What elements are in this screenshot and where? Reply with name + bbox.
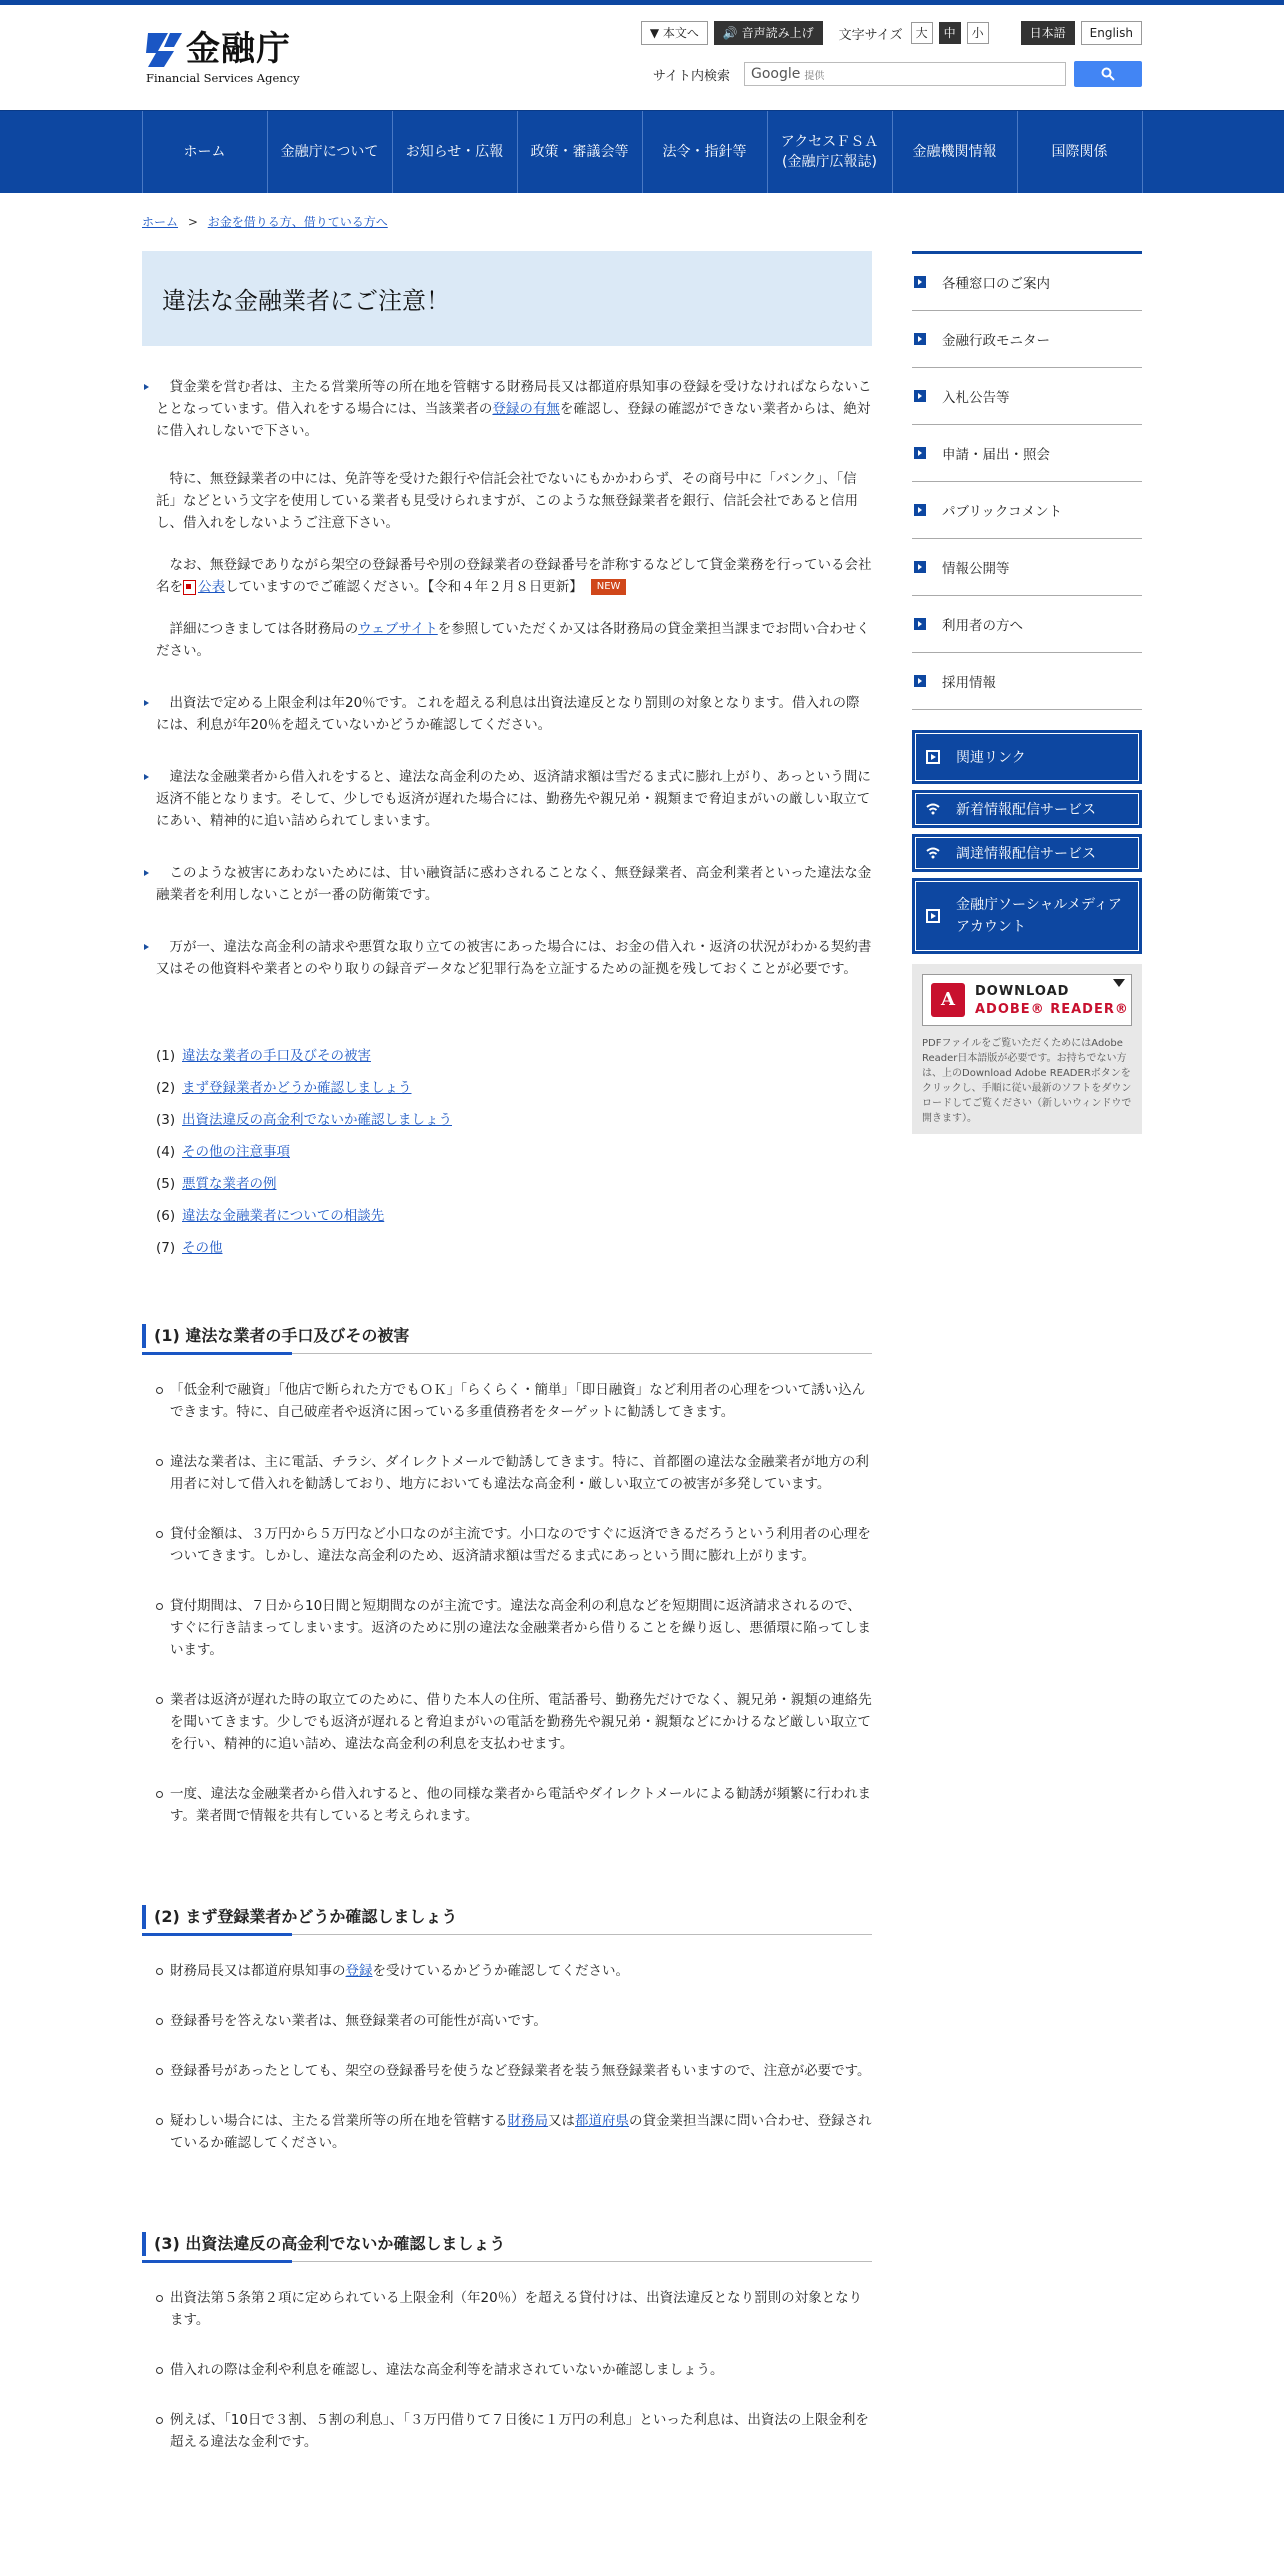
logo-subtitle: Financial Services Agency (146, 71, 300, 85)
site-search (653, 61, 1142, 87)
published-list-link[interactable]: 公表 (198, 579, 225, 595)
list-item: 登録番号があったとしても、架空の登録番号を使うなど登録業者を装う無登録業者もいますので、注意が必要です。 (142, 2060, 872, 2082)
arrow-right-icon (914, 390, 926, 402)
toc-item: (1) 違法な業者の手口及びその被害 (156, 1048, 371, 1064)
nav-access-fsa[interactable]: アクセスＦＳＡ (金融庁広報誌) (768, 111, 893, 193)
list-item: 例えば、「10日で３割、５割の利息」、「３万円借りて７日後に１万円の利息」といった利息は、出資法の上限金利を超える違法な金利です。 (142, 2409, 872, 2453)
font-size-small-button[interactable]: 小 (967, 22, 989, 44)
toc-link-4[interactable]: その他の注意事項 (182, 1144, 290, 1160)
list-item: 財務局長又は都道府県知事の登録を受けているかどうか確認してください。 (142, 1960, 872, 1982)
breadcrumb-current-link[interactable]: お金を借りる方、借りている方へ (207, 215, 388, 229)
google-brand: Google (751, 66, 801, 82)
sidebar-item-public-comment[interactable]: パブリックコメント (912, 482, 1142, 539)
nav-international[interactable]: 国際関係 (1018, 111, 1143, 193)
utility-bar (641, 21, 1142, 45)
section-heading-2: (2) まず登録業者かどうか確認しましょう (142, 1905, 872, 1929)
list-item: 出資法第５条第２項に定められている上限金利（年20％）を超える貸付けは、出資法違反となり罰則の対象となります。 (142, 2287, 872, 2331)
arrow-right-icon (914, 618, 926, 630)
list-item: 一度、違法な金融業者から借入れすると、他の同様な業者から電話やダイレクトメールによる勧誘が頻繁に行われます。業者間で情報を共有していると考えられます。 (142, 1783, 872, 1827)
search-icon (1101, 67, 1115, 81)
site-header (142, 5, 1142, 110)
arrow-right-icon (914, 333, 926, 345)
speaker-icon: 🔊 (722, 26, 742, 40)
intro-paragraph-2: 特に、無登録業者の中には、免許等を受けた銀行や信託会社でないにもかかわらず、その商号中に「バンク」、「信託」などという文字を使用している業者も見受けられますが、このような無登録業者を銀行、信託会社であると信用し、借入れをしないようご注意下さい。 (156, 471, 858, 531)
nav-news[interactable]: お知らせ・広報 (393, 111, 518, 193)
list-item: 違法な業者は、主に電話、チラシ、ダイレクトメールで勧誘してきます。特に、首都圏の違法な金融業者が地方の利用者に対して借入れを勧誘しており、地方においても違法な高金利・厳しい取立ての被害が多発しています。 (142, 1451, 872, 1495)
search-input[interactable] (744, 62, 1066, 86)
sidebar-item-recruit[interactable]: 採用情報 (912, 653, 1142, 710)
toc-item: (5) 悪質な業者の例 (156, 1176, 277, 1192)
intro-bullet-4: このような被害にあわないためには、甘い融資話に惑わされることなく、無登録業者、高金利業者といった違法な金融業者を利用しないことが一番の防衛策です。 (142, 862, 872, 906)
list-item: 貸付金額は、３万円から５万円など小口なのが主流です。小口なのですぐに返済できるだろうという利用者の心理をついてきます。しかし、違法な高金利のため、返済請求額は雪だるま式にあっという間に膨れ上がります。 (142, 1523, 872, 1567)
font-size-large-button[interactable]: 大 (911, 22, 933, 44)
arrow-box-icon (926, 750, 940, 764)
adobe-logo-icon (931, 983, 965, 1017)
prefecture-link[interactable]: 都道府県 (575, 2113, 629, 2129)
arrow-right-icon (914, 447, 926, 459)
toc-item: (2) まず登録業者かどうか確認しましょう (156, 1080, 412, 1096)
toc-link-2[interactable]: まず登録業者かどうか確認しましょう (182, 1080, 412, 1096)
download-arrow-icon (1113, 979, 1125, 987)
toc-link-1[interactable]: 違法な業者の手口及びその被害 (182, 1048, 371, 1064)
pdf-icon (183, 580, 196, 595)
section-underline (142, 1933, 292, 1936)
voice-read-button[interactable]: 🔊 音声読み上げ (714, 21, 823, 45)
arrow-right-icon (914, 675, 926, 687)
lang-en-button[interactable]: English (1081, 21, 1142, 45)
sidebar-item-monitor[interactable]: 金融行政モニター (912, 311, 1142, 368)
toc-link-6[interactable]: 違法な金融業者についての相談先 (182, 1208, 385, 1224)
news-feed-button[interactable]: 新着情報配信サービス (912, 790, 1142, 828)
adobe-reader-box (912, 964, 1142, 1134)
adobe-reader-download-button[interactable]: A DOWNLOAD ADOBE® READER® (922, 974, 1132, 1026)
intro-bullet-3: 違法な金融業者から借入れをすると、違法な高金利のため、返済請求額は雪だるま式に膨れ上がり、あっという間に返済不能となります。そして、少しでも返済が遅れた場合には、勤務先や親兄弟・親類まで脅迫まがいの厳しい取立てにあい、精神的に追い詰められてしまいます。 (142, 766, 872, 832)
toc-link-3[interactable]: 出資法違反の高金利でないか確認しましょう (182, 1112, 452, 1128)
related-links-button[interactable]: 関連リンク (912, 730, 1142, 784)
sidebar-item-bids[interactable]: 入札公告等 (912, 368, 1142, 425)
logo-text: 金融庁 (186, 29, 291, 69)
list-item: 業者は返済が遅れた時の取立てのために、借りた本人の住所、電話番号、勤務先だけでなく、親兄弟・親類の連絡先を聞いてきます。少しでも返済が遅れると脅迫まがいの電話を勤務先や親兄弟・親類などにかけるなど厳しい取立てを行い、精神的に追い詰め、違法な高金利の利息を支払わせます。 (142, 1689, 872, 1755)
section-heading-3: (3) 出資法違反の高金利でないか確認しましょう (142, 2232, 872, 2256)
intro-paragraph-3: なお、無登録でありながら架空の登録番号や別の登録業者の登録番号を詐称するなどして貸金業務を行っている会社名を 公表していますのでご確認ください。【令和４年２月８日更新】 NEW (156, 557, 872, 595)
toc-item: (6) 違法な金融業者についての相談先 (156, 1208, 385, 1224)
breadcrumb: ホーム > お金を借りる方、借りている方へ (142, 215, 388, 229)
toc-item: (7) その他 (156, 1240, 223, 1256)
intro-bullet-2: 出資法で定める上限金利は年20％です。これを超える利息は出資法違反となり罰則の対象となります。借入れの際には、利息が年20％を超えていないかどうか確認してください。 (142, 692, 872, 736)
search-label: サイト内検索 (652, 68, 730, 84)
nav-policy[interactable]: 政策・審議会等 (518, 111, 643, 193)
google-provided-label: 提供 (804, 70, 825, 82)
skip-to-content-button[interactable]: ▼ 本文へ (641, 21, 708, 45)
intro-bullet-1: 貸金業を営む者は、主たる営業所等の所在地を管轄する財務局長又は都道府県知事の登録を受けなければならないこととなっています。借入れをする場合には、当該業者の登録の有無を確認し、登録の確認ができない業者からは、絶対に借入れしないで下さい。 (142, 376, 872, 442)
toc-item: (3) 出資法違反の高金利でないか確認しましょう (156, 1112, 452, 1128)
font-size-label: 文字サイズ (838, 27, 903, 43)
list-item: 登録番号を答えない業者は、無登録業者の可能性が高いです。 (142, 2010, 872, 2032)
caret-down-icon: ▼ (649, 26, 663, 40)
list-item: 貸付期間は、７日から10日間と短期間なのが主流です。違法な高金利の利息などを短期間に返済請求されるので、すぐに行き詰まってしまいます。返済のために別の違法な金融業者から借りることを繰り返し、悪循環に陥ってしまいます。 (142, 1595, 872, 1661)
nav-about[interactable]: 金融庁について (268, 111, 393, 193)
list-item: 借入れの際は金利や利息を確認し、違法な高金利等を請求されていないか確認しましょう。 (142, 2359, 872, 2381)
wifi-icon (926, 846, 940, 860)
registration-link[interactable]: 登録 (345, 1963, 373, 1979)
new-badge: NEW (591, 579, 627, 595)
sidebar (912, 251, 1142, 1134)
breadcrumb-home-link[interactable]: ホーム (142, 215, 179, 229)
registration-check-link[interactable]: 登録の有無 (492, 401, 560, 417)
table-of-contents (142, 1040, 872, 1264)
arrow-box-icon (926, 909, 940, 923)
toc-item: (4) その他の注意事項 (156, 1144, 290, 1160)
finance-bureau-link[interactable]: 財務局 (507, 2113, 548, 2129)
wifi-icon (926, 802, 940, 816)
nav-institutions[interactable]: 金融機関情報 (893, 111, 1018, 193)
sidebar-item-disclosure[interactable]: 情報公開等 (912, 539, 1142, 596)
intro-paragraph-4: 詳細につきましては各財務局のウェブサイトを参照していただくか又は各財務局の貸金業担当課までお問い合わせください。 (156, 621, 870, 659)
bureau-website-link[interactable]: ウェブサイト (358, 621, 438, 637)
section-underline (142, 2260, 292, 2263)
search-button[interactable] (1074, 61, 1142, 87)
fsa-logo-mark-icon (144, 29, 184, 69)
toc-link-5[interactable]: 悪質な業者の例 (182, 1176, 277, 1192)
fsa-logo[interactable] (144, 27, 304, 87)
procurement-feed-button[interactable]: 調達情報配信サービス (912, 834, 1142, 872)
sidebar-item-contact[interactable]: 各種窓口のご案内 (912, 254, 1142, 311)
social-media-button[interactable]: 金融庁ソーシャルメディアアカウント (912, 878, 1142, 954)
lang-ja-button[interactable]: 日本語 (1021, 21, 1075, 45)
adobe-note: PDFファイルをご覧いただくためにはAdobe Reader日本語版が必要です。お持ちでない方は、上のDownload Adobe READERボタンをクリックし、手順に従い最新のソフトをダウンロードしてご覧ください（新しいウィンドウで開きます）。 (922, 1038, 1132, 1124)
sidebar-item-applications[interactable]: 申請・届出・照会 (912, 425, 1142, 482)
arrow-right-icon (914, 276, 926, 288)
sidebar-item-users[interactable]: 利用者の方へ (912, 596, 1142, 653)
font-size-medium-button[interactable]: 中 (939, 22, 961, 44)
page-title: 違法な金融業者にご注意！ (142, 251, 872, 346)
toc-link-7[interactable]: その他 (182, 1240, 223, 1256)
section-underline (142, 1352, 292, 1355)
nav-home[interactable]: ホーム (143, 111, 268, 193)
arrow-right-icon (914, 561, 926, 573)
global-nav (0, 110, 1284, 193)
arrow-right-icon (914, 504, 926, 516)
section-heading-1: (1) 違法な業者の手口及びその被害 (142, 1324, 872, 1348)
main-content (142, 251, 872, 2481)
list-item: 疑わしい場合には、主たる営業所等の所在地を管轄する財務局又は都道府県の貸金業担当課に問い合わせ、登録されているか確認してください。 (142, 2110, 872, 2154)
intro-bullet-5: 万が一、違法な高金利の請求や悪質な取り立ての被害にあった場合には、お金の借入れ・返済の状況がわかる契約書又はその他資料や業者とのやり取りの録音データなど犯罪行為を立証するための証拠を残しておくことが必要です。 (142, 936, 872, 980)
nav-laws[interactable]: 法令・指針等 (643, 111, 768, 193)
list-item: 「低金利で融資」「他店で断られた方でもＯＫ」「らくらく・簡単」「即日融資」など利用者の心理をついて誘い込んできます。特に、自己破産者や返済に困っている多重債務者をターゲットに勧誘してきます。 (142, 1379, 872, 1423)
